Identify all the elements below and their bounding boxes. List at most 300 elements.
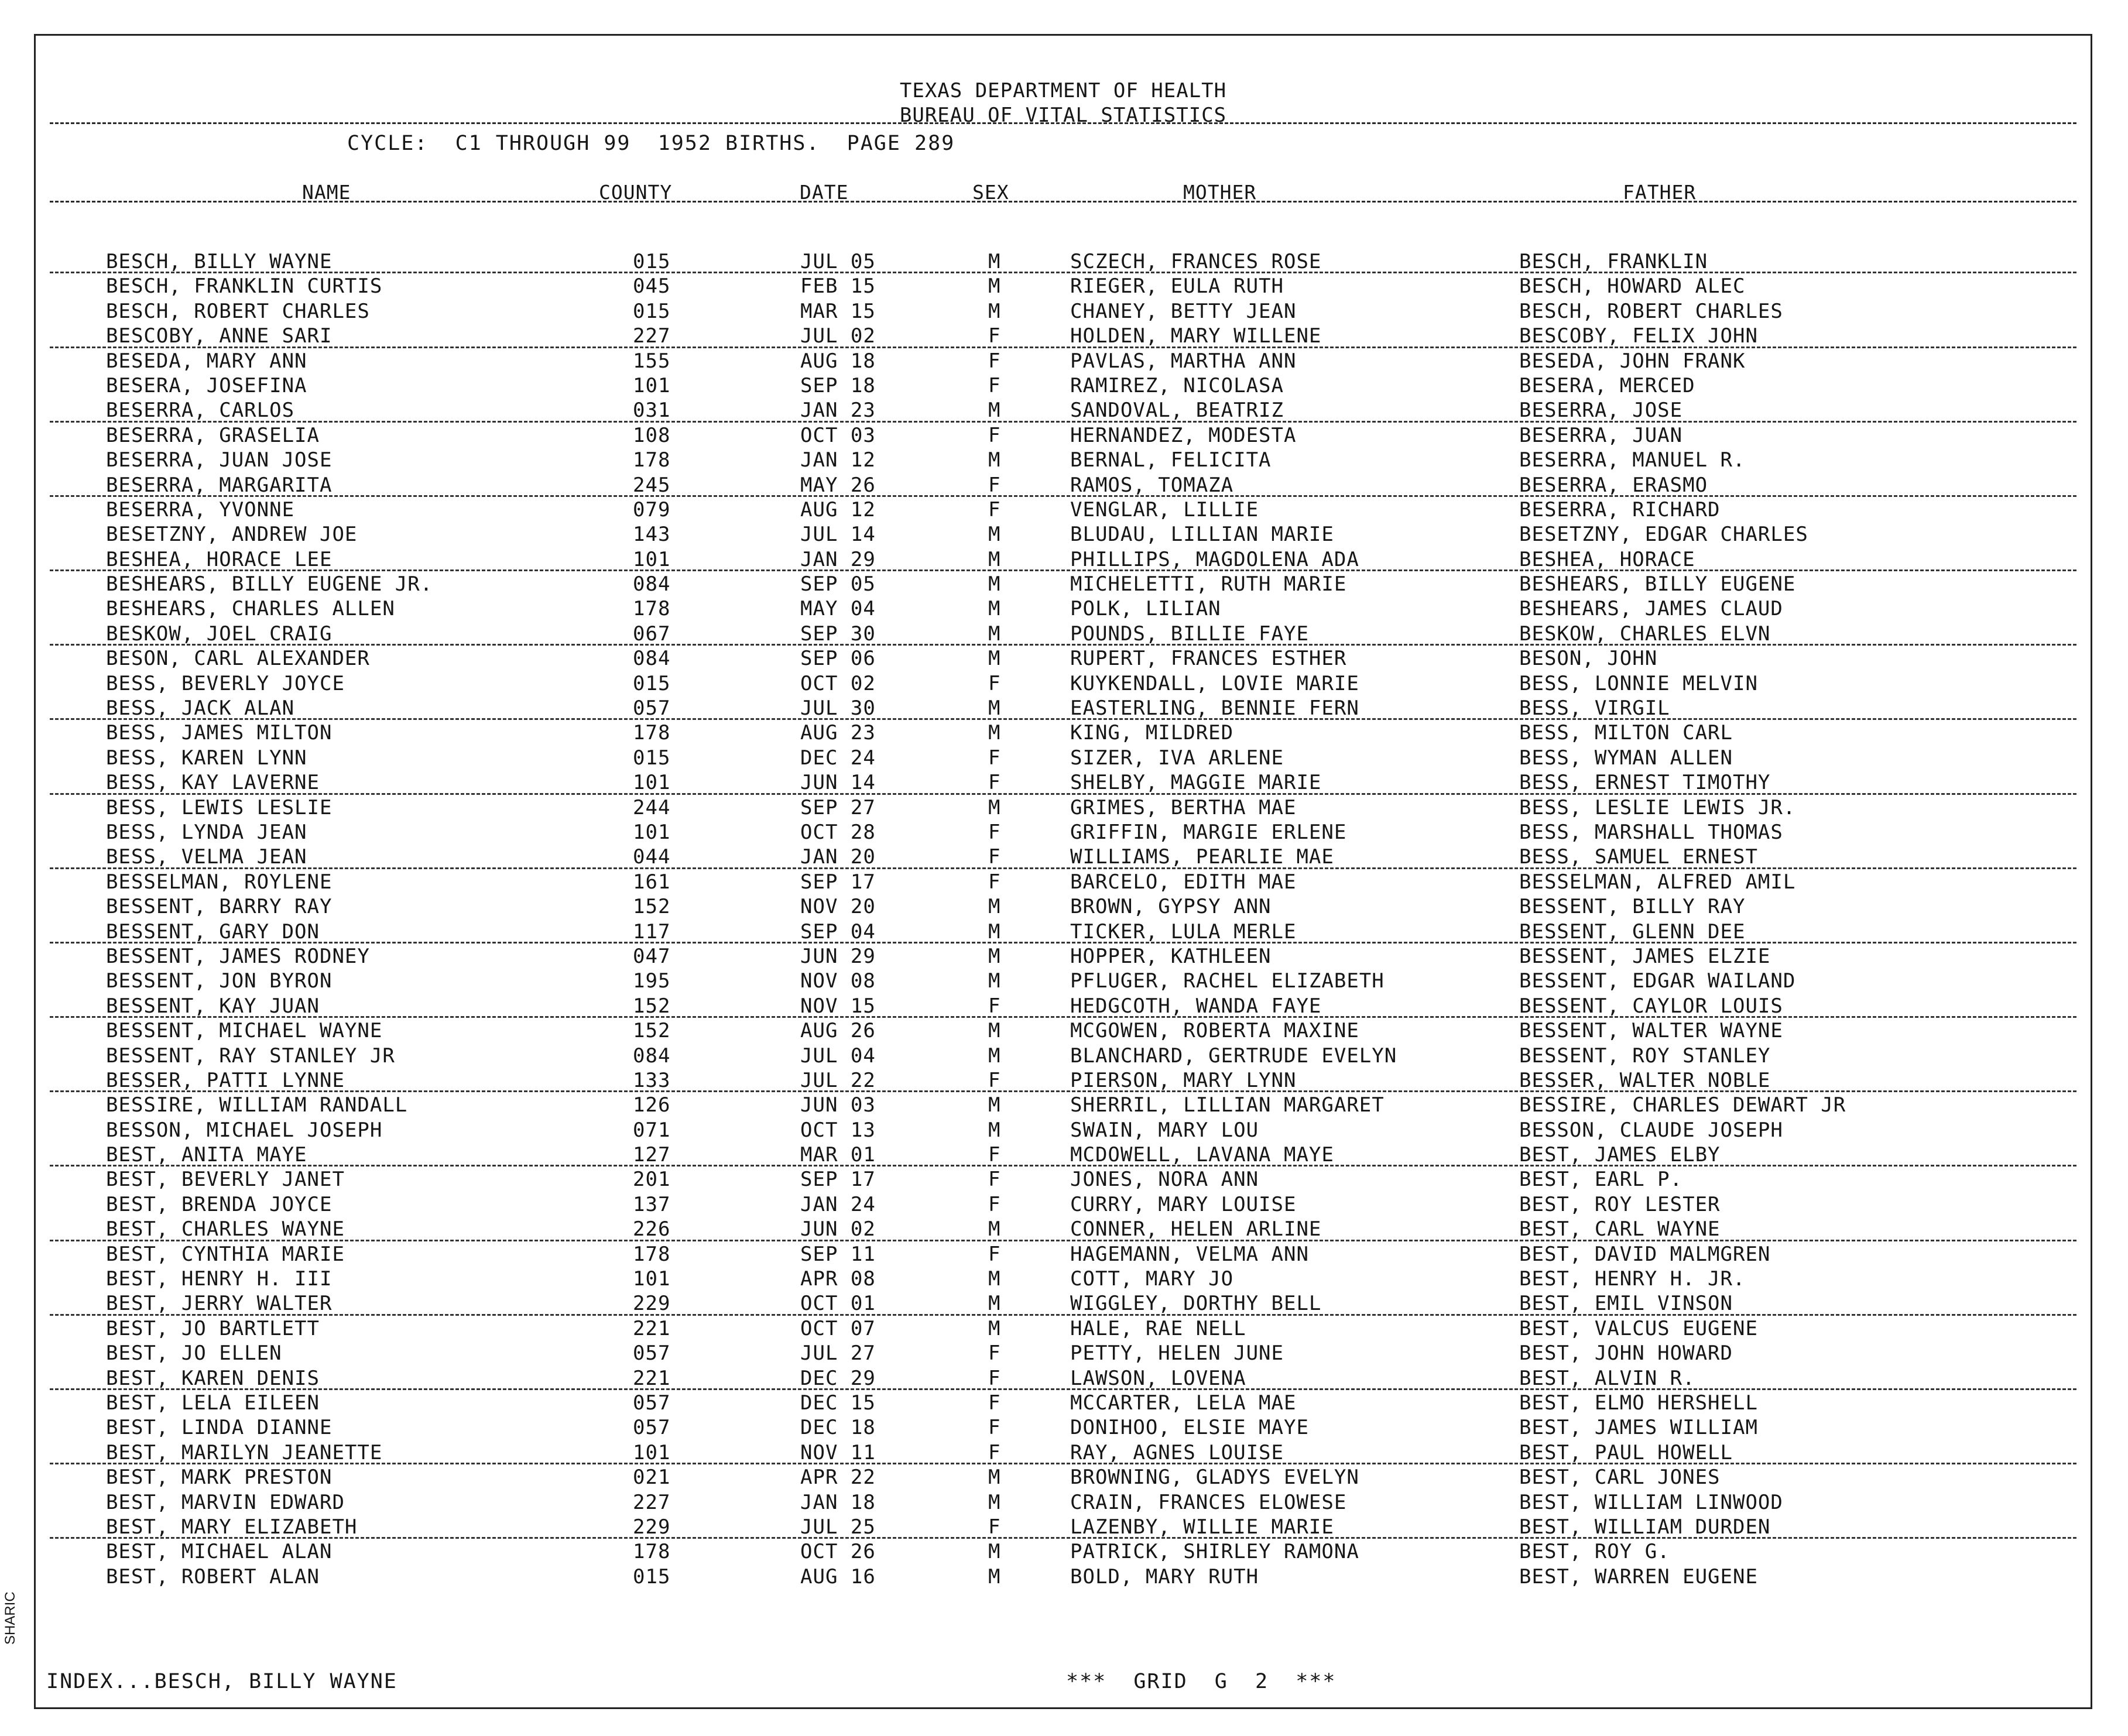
cell-county: 178 — [633, 721, 671, 745]
cell-name: BESEDA, MARY ANN — [106, 349, 307, 373]
cell-sex: M — [988, 1118, 1001, 1142]
cell-father: BESSENT, ROY STANLEY — [1519, 1044, 1771, 1068]
cell-name: BESSENT, RAY STANLEY JR — [106, 1044, 395, 1068]
cell-date: OCT 26 — [800, 1540, 876, 1564]
cell-date: JAN 24 — [800, 1192, 876, 1216]
cell-mother: RUPERT, FRANCES ESTHER — [1070, 647, 1347, 671]
cell-county: 015 — [633, 250, 671, 273]
cell-father: BESEDA, JOHN FRANK — [1519, 349, 1746, 373]
cell-father: BESHEA, HORACE — [1519, 547, 1695, 571]
cell-name: BESS, VELMA JEAN — [106, 845, 307, 869]
cell-sex: M — [988, 795, 1001, 819]
cell-name: BEST, MARK PRESTON — [106, 1466, 333, 1490]
cell-name: BESSENT, BARRY RAY — [106, 895, 333, 919]
cell-father: BESS, MARSHALL THOMAS — [1519, 820, 1783, 844]
cell-father: BESSON, CLAUDE JOSEPH — [1519, 1118, 1783, 1142]
cell-father: BESERRA, MANUEL R. — [1519, 448, 1746, 472]
cell-county: 137 — [633, 1192, 671, 1216]
cell-date: NOV 08 — [800, 969, 876, 993]
cell-county: 108 — [633, 423, 671, 447]
cell-sex: F — [988, 1242, 1001, 1266]
cell-county: 047 — [633, 944, 671, 968]
cell-county: 101 — [633, 771, 671, 795]
table-row — [36, 1118, 2091, 1143]
cell-father: BESERRA, JUAN — [1519, 423, 1683, 447]
cell-mother: CRAIN, FRANCES ELOWESE — [1070, 1490, 1347, 1514]
cell-name: BESS, JACK ALAN — [106, 697, 295, 721]
cell-name: BESETZNY, ANDREW JOE — [106, 523, 358, 547]
table-row — [36, 1242, 2091, 1267]
table-row — [36, 1490, 2091, 1515]
table-row — [36, 1539, 2091, 1564]
cell-name: BESCOBY, ANNE SARI — [106, 324, 333, 348]
table-row — [36, 746, 2091, 770]
cell-father: BESCH, ROBERT CHARLES — [1519, 299, 1783, 323]
cell-date: NOV 20 — [800, 895, 876, 919]
table-row — [36, 845, 2091, 869]
cell-county: 178 — [633, 1242, 671, 1266]
cell-date: NOV 15 — [800, 994, 876, 1018]
cell-county: 015 — [633, 746, 671, 770]
cell-name: BEST, BEVERLY JANET — [106, 1168, 345, 1192]
cell-mother: SIZER, IVA ARLENE — [1070, 746, 1284, 770]
cell-name: BESHEA, HORACE LEE — [106, 547, 333, 571]
cell-mother: POUNDS, BILLIE FAYE — [1070, 622, 1309, 646]
cell-mother: PHILLIPS, MAGDOLENA ADA — [1070, 547, 1359, 571]
cell-mother: POLK, LILIAN — [1070, 597, 1221, 621]
cell-sex: F — [988, 771, 1001, 795]
cell-county: 221 — [633, 1316, 671, 1340]
cell-county: 161 — [633, 870, 671, 894]
cell-county: 178 — [633, 1540, 671, 1564]
cell-mother: BLANCHARD, GERTRUDE EVELYN — [1070, 1044, 1397, 1068]
cell-name: BESERRA, YVONNE — [106, 498, 295, 522]
col-header-county: COUNTY — [599, 181, 673, 204]
cell-sex: F — [988, 1391, 1001, 1415]
cell-father: BESS, LONNIE MELVIN — [1519, 671, 1758, 695]
cell-father: BEST, WILLIAM DURDEN — [1519, 1515, 1771, 1539]
cell-county: 015 — [633, 299, 671, 323]
cell-mother: HAGEMANN, VELMA ANN — [1070, 1242, 1309, 1266]
cell-date: JUL 04 — [800, 1044, 876, 1068]
table-row — [36, 1415, 2091, 1440]
cell-sex: F — [988, 746, 1001, 770]
cell-county: 152 — [633, 994, 671, 1018]
cell-father: BESSIRE, CHARLES DEWART JR — [1519, 1093, 1846, 1117]
table-row — [36, 994, 2091, 1018]
cell-county: 031 — [633, 399, 671, 423]
cell-county: 227 — [633, 324, 671, 348]
cell-father: BEST, JAMES WILLIAM — [1519, 1416, 1758, 1440]
cell-name: BESERRA, MARGARITA — [106, 473, 333, 497]
cell-date: MAR 15 — [800, 299, 876, 323]
cell-father: BESON, JOHN — [1519, 647, 1658, 671]
cell-name: BEST, MARY ELIZABETH — [106, 1515, 358, 1539]
cell-mother: SWAIN, MARY LOU — [1070, 1118, 1259, 1142]
cell-sex: F — [988, 1515, 1001, 1539]
cell-name: BESERRA, JUAN JOSE — [106, 448, 333, 472]
cell-date: MAY 26 — [800, 473, 876, 497]
cell-date: JAN 12 — [800, 448, 876, 472]
cell-father: BEST, EMIL VINSON — [1519, 1292, 1733, 1316]
cell-sex: M — [988, 1019, 1001, 1043]
cell-county: 057 — [633, 1416, 671, 1440]
cell-name: BESSER, PATTI LYNNE — [106, 1068, 345, 1092]
table-row — [36, 398, 2091, 423]
col-header-father: FATHER — [1623, 181, 1697, 204]
cell-name: BESERRA, GRASELIA — [106, 423, 320, 447]
cell-county: 021 — [633, 1466, 671, 1490]
col-header-date: DATE — [800, 181, 849, 204]
cell-father: BEST, WARREN EUGENE — [1519, 1565, 1758, 1589]
cell-date: JUN 29 — [800, 944, 876, 968]
cell-date: OCT 03 — [800, 423, 876, 447]
index-footer: INDEX...BESCH, BILLY WAYNE — [46, 1670, 397, 1693]
cell-date: OCT 01 — [800, 1292, 876, 1316]
cell-date: AUG 18 — [800, 349, 876, 373]
cell-mother: WILLIAMS, PEARLIE MAE — [1070, 845, 1334, 869]
table-row — [36, 1167, 2091, 1192]
cell-sex: F — [988, 1168, 1001, 1192]
cell-mother: BERNAL, FELICITA — [1070, 448, 1272, 472]
cell-mother: TICKER, LULA MERLE — [1070, 920, 1297, 944]
cell-name: BESSON, MICHAEL JOSEPH — [106, 1118, 383, 1142]
cell-father: BESCOBY, FELIX JOHN — [1519, 324, 1758, 348]
cell-county: 229 — [633, 1292, 671, 1316]
table-row — [36, 522, 2091, 547]
cell-county: 244 — [633, 795, 671, 819]
cell-date: MAR 01 — [800, 1143, 876, 1167]
cell-sex: M — [988, 299, 1001, 323]
cell-sex: F — [988, 498, 1001, 522]
cell-mother: SCZECH, FRANCES ROSE — [1070, 250, 1322, 273]
cell-date: JUL 27 — [800, 1342, 876, 1366]
table-row — [36, 721, 2091, 745]
cell-sex: F — [988, 349, 1001, 373]
table-row — [36, 770, 2091, 795]
cell-date: OCT 02 — [800, 671, 876, 695]
cell-father: BESSENT, JAMES ELZIE — [1519, 944, 1771, 968]
table-row — [36, 1143, 2091, 1167]
cell-sex: M — [988, 1565, 1001, 1589]
cell-mother: HOLDEN, MARY WILLENE — [1070, 324, 1322, 348]
cell-date: SEP 27 — [800, 795, 876, 819]
cell-father: BESETZNY, EDGAR CHARLES — [1519, 523, 1808, 547]
cell-date: JAN 20 — [800, 845, 876, 869]
cell-mother: BOLD, MARY RUTH — [1070, 1565, 1259, 1589]
table-row — [36, 622, 2091, 646]
cell-county: 152 — [633, 1019, 671, 1043]
cell-county: 126 — [633, 1093, 671, 1117]
cell-mother: SHELBY, MAGGIE MARIE — [1070, 771, 1322, 795]
cell-sex: M — [988, 275, 1001, 299]
table-row — [36, 1018, 2091, 1043]
side-label: SHARIC — [2, 1591, 18, 1645]
cell-date: AUG 26 — [800, 1019, 876, 1043]
cell-sex: M — [988, 1490, 1001, 1514]
cell-mother: MICHELETTI, RUTH MARIE — [1070, 572, 1347, 596]
cycle-line: CYCLE: C1 THROUGH 99 1952 BIRTHS. PAGE 289 — [347, 132, 955, 155]
table-row — [36, 795, 2091, 820]
cell-name: BEST, JERRY WALTER — [106, 1292, 333, 1316]
cell-mother: RIEGER, EULA RUTH — [1070, 275, 1284, 299]
cell-county: 057 — [633, 697, 671, 721]
cell-mother: RAMOS, TOMAZA — [1070, 473, 1234, 497]
cell-name: BESCH, FRANKLIN CURTIS — [106, 275, 383, 299]
table-row — [36, 1217, 2091, 1241]
cell-date: JAN 18 — [800, 1490, 876, 1514]
cell-father: BESERRA, ERASMO — [1519, 473, 1708, 497]
cell-date: JUL 05 — [800, 250, 876, 273]
cell-mother: KING, MILDRED — [1070, 721, 1234, 745]
cell-father: BEST, PAUL HOWELL — [1519, 1440, 1733, 1464]
table-row — [36, 498, 2091, 522]
cell-date: JUL 22 — [800, 1068, 876, 1092]
col-header-name: NAME — [302, 181, 351, 204]
table-row — [36, 473, 2091, 498]
cell-sex: F — [988, 845, 1001, 869]
cell-mother: SANDOVAL, BEATRIZ — [1070, 399, 1284, 423]
cell-date: JUN 14 — [800, 771, 876, 795]
cell-county: 084 — [633, 572, 671, 596]
cell-county: 079 — [633, 498, 671, 522]
table-row — [36, 1044, 2091, 1068]
table-row — [36, 572, 2091, 596]
cell-county: 143 — [633, 523, 671, 547]
cell-sex: F — [988, 1366, 1001, 1390]
cell-father: BESKOW, CHARLES ELVN — [1519, 622, 1771, 646]
cell-date: JAN 29 — [800, 547, 876, 571]
table-row — [36, 969, 2091, 993]
cell-county: 227 — [633, 1490, 671, 1514]
cell-mother: JONES, NORA ANN — [1070, 1168, 1259, 1192]
cell-date: SEP 17 — [800, 1168, 876, 1192]
cell-county: 155 — [633, 349, 671, 373]
cell-date: JUL 30 — [800, 697, 876, 721]
cell-mother: GRIFFIN, MARGIE ERLENE — [1070, 820, 1347, 844]
cell-sex: M — [988, 1540, 1001, 1564]
cell-sex: F — [988, 671, 1001, 695]
cell-father: BESCH, FRANKLIN — [1519, 250, 1708, 273]
cell-county: 195 — [633, 969, 671, 993]
cell-father: BESERRA, JOSE — [1519, 399, 1683, 423]
cell-sex: F — [988, 423, 1001, 447]
cell-sex: M — [988, 920, 1001, 944]
cell-date: JUN 02 — [800, 1217, 876, 1241]
cell-sex: F — [988, 1440, 1001, 1464]
cell-sex: F — [988, 820, 1001, 844]
cell-county: 084 — [633, 647, 671, 671]
cell-date: NOV 11 — [800, 1440, 876, 1464]
table-row — [36, 1515, 2091, 1539]
cell-name: BESCH, BILLY WAYNE — [106, 250, 333, 273]
cell-father: BESSENT, BILLY RAY — [1519, 895, 1746, 919]
table-row — [36, 1068, 2091, 1093]
cell-father: BESSENT, WALTER WAYNE — [1519, 1019, 1783, 1043]
cell-mother: CONNER, HELEN ARLINE — [1070, 1217, 1322, 1241]
cell-name: BEST, MICHAEL ALAN — [106, 1540, 333, 1564]
cell-name: BESSENT, JAMES RODNEY — [106, 944, 370, 968]
cell-name: BEST, JO ELLEN — [106, 1342, 282, 1366]
cell-date: JUL 25 — [800, 1515, 876, 1539]
cell-name: BESHEARS, BILLY EUGENE JR. — [106, 572, 433, 596]
cell-mother: CURRY, MARY LOUISE — [1070, 1192, 1297, 1216]
cell-father: BESS, LESLIE LEWIS JR. — [1519, 795, 1796, 819]
cell-name: BESSENT, JON BYRON — [106, 969, 333, 993]
cell-name: BESSELMAN, ROYLENE — [106, 870, 333, 894]
cell-date: DEC 15 — [800, 1391, 876, 1415]
cell-date: DEC 29 — [800, 1366, 876, 1390]
table-row — [36, 1391, 2091, 1415]
cell-date: FEB 15 — [800, 275, 876, 299]
table-row — [36, 274, 2091, 299]
cell-name: BESS, KAY LAVERNE — [106, 771, 320, 795]
cell-date: SEP 18 — [800, 373, 876, 397]
table-row — [36, 1267, 2091, 1291]
cell-sex: M — [988, 895, 1001, 919]
cell-date: OCT 13 — [800, 1118, 876, 1142]
cell-father: BEST, HENRY H. JR. — [1519, 1267, 1746, 1291]
cell-mother: RAMIREZ, NICOLASA — [1070, 373, 1284, 397]
cell-mother: COTT, MARY JO — [1070, 1267, 1234, 1291]
cell-county: 067 — [633, 622, 671, 646]
table-row — [36, 696, 2091, 721]
cell-date: JUL 14 — [800, 523, 876, 547]
cell-father: BESSENT, EDGAR WAILAND — [1519, 969, 1796, 993]
cell-mother: BROWN, GYPSY ANN — [1070, 895, 1272, 919]
table-row — [36, 299, 2091, 324]
cell-mother: RAY, AGNES LOUISE — [1070, 1440, 1284, 1464]
cell-name: BESKOW, JOEL CRAIG — [106, 622, 333, 646]
table-row — [36, 1093, 2091, 1117]
table-row — [36, 249, 2091, 274]
cell-county: 101 — [633, 373, 671, 397]
cell-name: BESS, LEWIS LESLIE — [106, 795, 333, 819]
cell-father: BEST, ELMO HERSHELL — [1519, 1391, 1758, 1415]
cell-county: 229 — [633, 1515, 671, 1539]
table-row — [36, 944, 2091, 969]
cell-county: 084 — [633, 1044, 671, 1068]
cell-father: BESCH, HOWARD ALEC — [1519, 275, 1746, 299]
cell-mother: MCDOWELL, LAVANA MAYE — [1070, 1143, 1334, 1167]
cell-county: 226 — [633, 1217, 671, 1241]
cell-mother: WIGGLEY, DORTHY BELL — [1070, 1292, 1322, 1316]
cell-date: SEP 30 — [800, 622, 876, 646]
cell-name: BESON, CARL ALEXANDER — [106, 647, 370, 671]
cell-name: BESERA, JOSEFINA — [106, 373, 307, 397]
cell-father: BEST, WILLIAM LINWOOD — [1519, 1490, 1783, 1514]
cell-date: DEC 18 — [800, 1416, 876, 1440]
cell-sex: M — [988, 1466, 1001, 1490]
table-row — [36, 373, 2091, 398]
cell-sex: M — [988, 572, 1001, 596]
cell-county: 178 — [633, 597, 671, 621]
cell-sex: F — [988, 1192, 1001, 1216]
table-row — [36, 1291, 2091, 1316]
cell-sex: F — [988, 1416, 1001, 1440]
cell-father: BESERA, MERCED — [1519, 373, 1695, 397]
cell-county: 057 — [633, 1391, 671, 1415]
cell-father: BEST, CARL JONES — [1519, 1466, 1721, 1490]
cell-name: BEST, ROBERT ALAN — [106, 1565, 320, 1589]
cell-father: BEST, JOHN HOWARD — [1519, 1342, 1733, 1366]
cell-county: 101 — [633, 820, 671, 844]
table-row — [36, 1465, 2091, 1490]
cell-sex: M — [988, 597, 1001, 621]
cell-mother: HEDGCOTH, WANDA FAYE — [1070, 994, 1322, 1018]
table-row — [36, 1192, 2091, 1217]
cell-name: BEST, CHARLES WAYNE — [106, 1217, 345, 1241]
cell-date: AUG 16 — [800, 1565, 876, 1589]
cell-county: 201 — [633, 1168, 671, 1192]
cell-name: BESSIRE, WILLIAM RANDALL — [106, 1093, 408, 1117]
cell-sex: F — [988, 1068, 1001, 1092]
cell-mother: BLUDAU, LILLIAN MARIE — [1070, 523, 1334, 547]
cell-sex: M — [988, 1217, 1001, 1241]
cell-name: BESCH, ROBERT CHARLES — [106, 299, 370, 323]
cell-mother: LAWSON, LOVENA — [1070, 1366, 1246, 1390]
cell-sex: M — [988, 523, 1001, 547]
cell-father: BEST, ROY G. — [1519, 1540, 1670, 1564]
cell-mother: KUYKENDALL, LOVIE MARIE — [1070, 671, 1359, 695]
cell-date: JAN 23 — [800, 399, 876, 423]
cell-mother: SHERRIL, LILLIAN MARGARET — [1070, 1093, 1385, 1117]
cell-sex: F — [988, 994, 1001, 1018]
header-rule — [50, 122, 2076, 124]
cell-name: BEST, MARVIN EDWARD — [106, 1490, 345, 1514]
cell-name: BEST, LINDA DIANNE — [106, 1416, 333, 1440]
cell-name: BEST, LELA EILEEN — [106, 1391, 320, 1415]
cell-sex: M — [988, 1044, 1001, 1068]
cell-name: BEST, JO BARTLETT — [106, 1316, 320, 1340]
cell-father: BESHEARS, BILLY EUGENE — [1519, 572, 1796, 596]
cell-mother: GRIMES, BERTHA MAE — [1070, 795, 1297, 819]
cell-name: BESS, KAREN LYNN — [106, 746, 307, 770]
cell-sex: M — [988, 448, 1001, 472]
cell-sex: M — [988, 399, 1001, 423]
cell-name: BEST, MARILYN JEANETTE — [106, 1440, 383, 1464]
cell-county: 152 — [633, 895, 671, 919]
cell-county: 133 — [633, 1068, 671, 1092]
table-row — [36, 1341, 2091, 1366]
cell-sex: M — [988, 1316, 1001, 1340]
cell-father: BESS, SAMUEL ERNEST — [1519, 845, 1758, 869]
grid-footer: *** GRID G 2 *** — [1066, 1670, 1337, 1693]
table-row — [36, 324, 2091, 348]
cell-sex: F — [988, 324, 1001, 348]
cell-father: BEST, DAVID MALMGREN — [1519, 1242, 1771, 1266]
cell-date: SEP 17 — [800, 870, 876, 894]
table-row — [36, 671, 2091, 696]
cell-father: BESSELMAN, ALFRED AMIL — [1519, 870, 1796, 894]
cell-name: BEST, ANITA MAYE — [106, 1143, 307, 1167]
cell-father: BESHEARS, JAMES CLAUD — [1519, 597, 1783, 621]
cell-name: BESS, JAMES MILTON — [106, 721, 333, 745]
cell-county: 101 — [633, 1267, 671, 1291]
cell-mother: PFLUGER, RACHEL ELIZABETH — [1070, 969, 1385, 993]
table-row — [36, 1316, 2091, 1341]
table-row — [36, 870, 2091, 894]
cell-date: SEP 11 — [800, 1242, 876, 1266]
cell-mother: HOPPER, KATHLEEN — [1070, 944, 1272, 968]
cell-date: OCT 07 — [800, 1316, 876, 1340]
cell-county: 101 — [633, 1440, 671, 1464]
cell-mother: HALE, RAE NELL — [1070, 1316, 1246, 1340]
cell-mother: VENGLAR, LILLIE — [1070, 498, 1259, 522]
cell-father: BESERRA, RICHARD — [1519, 498, 1721, 522]
cell-date: OCT 28 — [800, 820, 876, 844]
cell-date: SEP 04 — [800, 920, 876, 944]
